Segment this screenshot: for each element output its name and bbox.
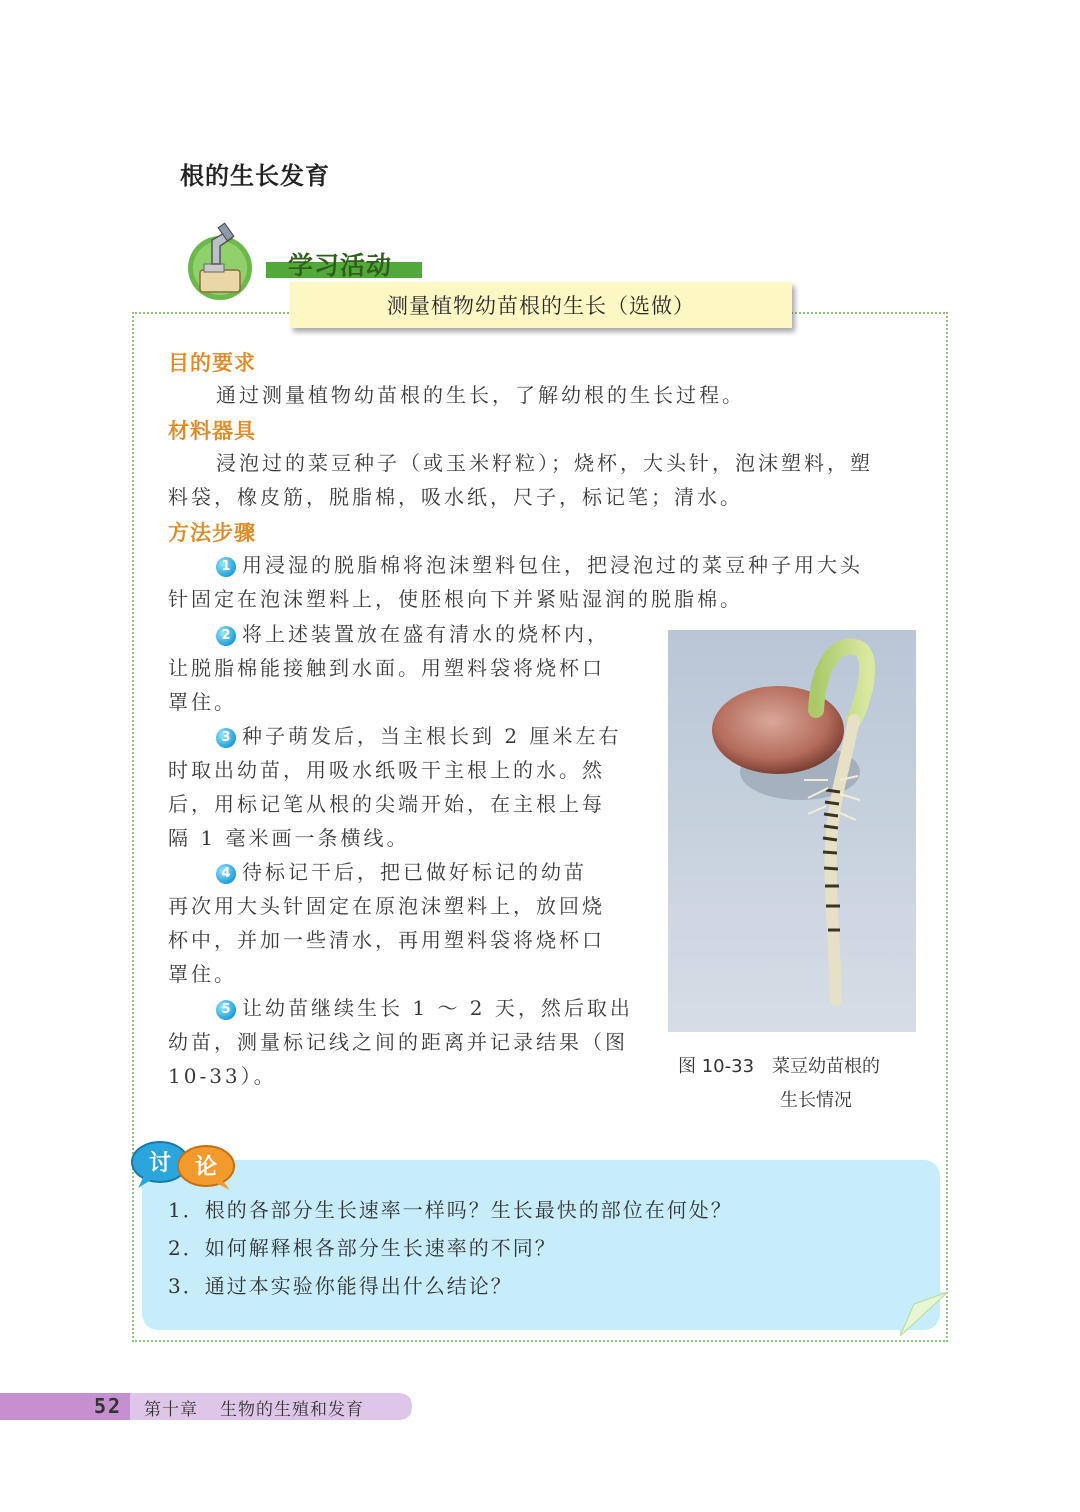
step-2-line-2: 让脱脂棉能接触到水面。用塑料袋将烧杯口 xyxy=(168,656,605,680)
method-heading: 方法步骤 xyxy=(168,521,256,545)
step-4-line-1: 4 待标记干后，把已做好标记的幼苗 xyxy=(216,855,587,889)
step-3-line-4: 隔 1 毫米画一条横线。 xyxy=(168,826,410,850)
activity-title-banner xyxy=(290,282,792,328)
figure-caption xyxy=(678,1050,918,1118)
step-1-line-1: 1 用浸湿的脱脂棉将泡沫塑料包住，把浸泡过的菜豆种子用大头 xyxy=(216,548,863,582)
footer-chapter xyxy=(144,1395,364,1420)
step-1-number: 1 xyxy=(216,557,236,577)
step-5-line-1: 5 让幼苗继续生长 1 ～ 2 天，然后取出 xyxy=(216,991,633,1025)
figure-caption-line-1: 菜豆幼苗根的 xyxy=(772,1056,881,1077)
step-4-line-4: 罩住。 xyxy=(168,962,237,986)
materials-heading: 材料器具 xyxy=(168,419,256,443)
discussion-question-3: 3．通过本实验你能得出什么结论？ xyxy=(168,1274,513,1298)
microscope-icon xyxy=(186,218,256,300)
section-title: 根的生长发育 xyxy=(180,162,330,190)
step-3-line-2: 时取出幼苗，用吸水纸吸干主根上的水。然 xyxy=(168,758,605,782)
step-4-line-2: 再次用大头针固定在原泡沫塑料上，放回烧 xyxy=(168,894,605,918)
step-5-number: 5 xyxy=(216,1000,236,1020)
step-4-line-3: 杯中，并加一些清水，再用塑料袋将烧杯口 xyxy=(168,928,605,952)
footer-chapter-number: 第十章 xyxy=(144,1400,198,1420)
step-2-line-1: 2 将上述装置放在盛有清水的烧杯内， xyxy=(216,617,610,651)
purpose-text: 通过测量植物幼苗根的生长，了解幼根的生长过程。 xyxy=(216,383,745,407)
activity-title: 测量植物幼苗根的生长（选做） xyxy=(387,294,695,318)
figure-caption-line-2: 生长情况 xyxy=(780,1090,852,1111)
materials-line-2: 料袋，橡皮筋，脱脂棉，吸水纸，尺子，标记笔；清水。 xyxy=(168,485,743,509)
activity-label: 学习活动 xyxy=(288,251,393,280)
step-4-number: 4 xyxy=(216,864,236,884)
page-number: 52 xyxy=(94,1394,123,1418)
step-2-number: 2 xyxy=(216,626,236,646)
bean-seedling-photo xyxy=(668,630,916,1032)
discussion-question-1: 1．根的各部分生长速率一样吗？生长最快的部位在何处？ xyxy=(168,1198,733,1222)
step-3-line-3: 后，用标记笔从根的尖端开始，在主根上每 xyxy=(168,792,605,816)
discussion-question-2: 2．如何解释根各部分生长速率的不同？ xyxy=(168,1236,557,1260)
footer-chapter-title: 生物的生殖和发育 xyxy=(220,1400,364,1420)
step-5-line-2: 幼苗，测量标记线之间的距离并记录结果（图 xyxy=(168,1030,628,1054)
page-fold-corner xyxy=(900,1292,948,1336)
discussion-badge-char-2: 论 xyxy=(194,1155,218,1180)
step-5-line-3: 10-33）。 xyxy=(168,1064,277,1088)
discussion-badge xyxy=(126,1138,242,1190)
step-2-line-3: 罩住。 xyxy=(168,690,237,714)
materials-line-1: 浸泡过的菜豆种子（或玉米籽粒）；烧杯，大头针，泡沫塑料，塑 xyxy=(216,451,873,475)
discussion-badge-char-1: 讨 xyxy=(148,1151,172,1176)
step-1-line-2: 针固定在泡沫塑料上，使胚根向下并紧贴湿润的脱脂棉。 xyxy=(168,587,743,611)
purpose-heading: 目的要求 xyxy=(168,351,256,375)
figure-number: 图 10-33 xyxy=(678,1056,755,1077)
step-3-line-1: 3 种子萌发后，当主根长到 2 厘米左右 xyxy=(216,719,621,753)
step-3-number: 3 xyxy=(216,728,236,748)
